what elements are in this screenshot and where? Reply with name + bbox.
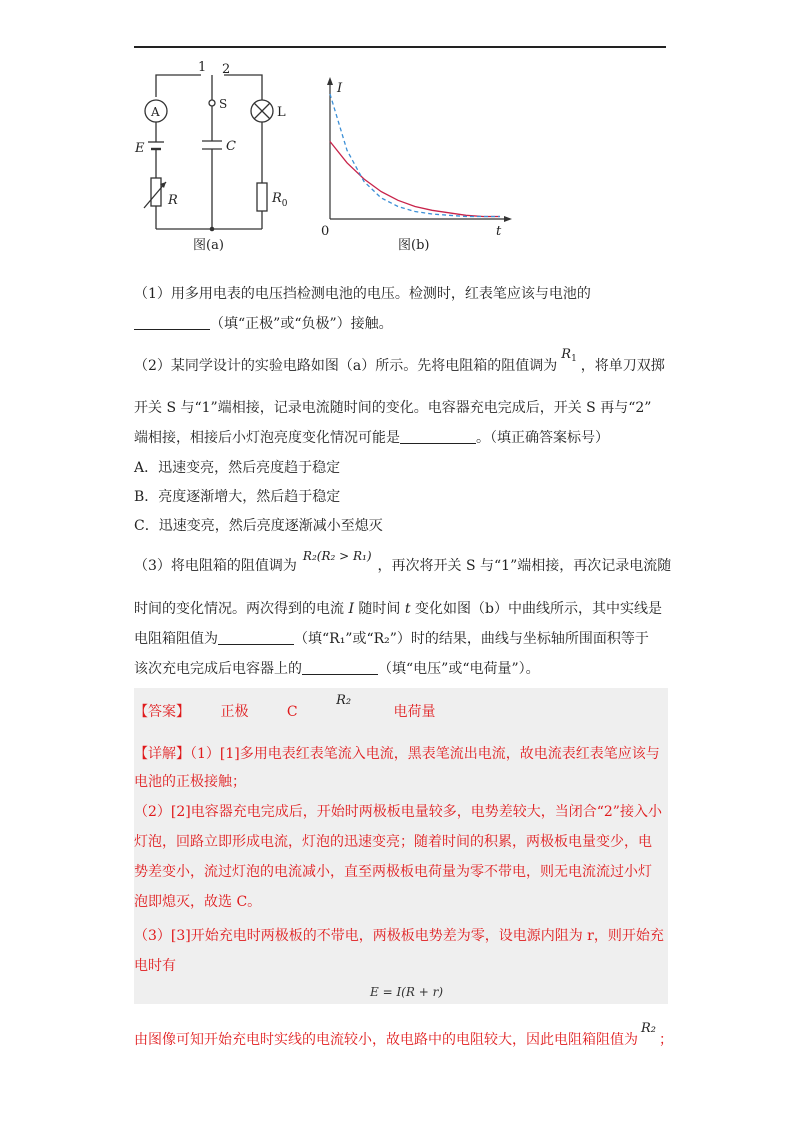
q3-line1-post: ，再次将开关 S 与“1”端相接，再次记录电流随 (377, 558, 672, 574)
explain-p2-line1: （2）[2]电容器充电完成后，开始时两极板电量较多，电势差较大，当闭合“2”接入小 (134, 804, 662, 820)
answer-3: R₂ (336, 693, 352, 708)
q2-option-c: C．迅速变亮，然后亮度逐渐减小至熄灭 (134, 518, 383, 534)
q3-line2: 时间的变化情况。两次得到的电流 I 随时间 t 变化如图（b）中曲线所示，其中实线是 (134, 601, 662, 617)
q1-line2 (134, 314, 674, 334)
q2-line1-pre: （2）某同学设计的实验电路如图（a）所示。先将电阻箱的阻值调为 (134, 358, 558, 374)
q3-line1 (134, 549, 674, 576)
explain-p2-line3: 势差变小，流过灯泡的电流减小，直至两极板电荷量为零不带电，则无电流流过小灯 (134, 864, 652, 880)
explain-p2-line2: 灯泡，回路立即形成电流，灯泡的迅速变亮；随着时间的积累，两极板电量变少，电 (134, 834, 652, 850)
explain-formula: E = I(R + r) (370, 985, 444, 999)
battery-label: E (135, 141, 145, 156)
solid-curve (330, 142, 500, 217)
explain-last-line: 由图像可知开始充电时实线的电流较小，故电路中的电阻较大，因此电阻箱阻值为R₂； (134, 1021, 673, 1048)
answer-2: C (286, 704, 298, 720)
r2-formula: R₂(R₂ > R₁) (302, 549, 372, 563)
terminal-2-label: 2 (222, 62, 231, 77)
origin-label: 0 (321, 224, 330, 239)
q2-line3 (134, 428, 674, 448)
x-axis-label: t (496, 224, 502, 239)
figure-a-caption: 图(a) (193, 238, 224, 253)
explain-tag: 【详解】 (134, 746, 190, 762)
ammeter-label: A (151, 105, 160, 119)
q2-line3-pre: 端相接，相接后小灯泡亮度变化情况可能是 (134, 430, 400, 446)
q2-line1 (134, 347, 674, 381)
switch-label: S (219, 97, 228, 111)
q3-line4: 该次充电完成后电容器上的 （填“电压”或“电荷量”）。 (134, 661, 540, 677)
q1-line2-text: （填“正极”或“负极”）接触。 (210, 316, 393, 332)
q1-line1: （1）用多用电表的电压挡检测电池的电压。检测时，红表笔应该与电池的 (134, 286, 591, 302)
q2-option-b: B．亮度逐渐增大，然后趋于稳定 (134, 489, 341, 505)
explain-p3-line2: 电时有 (134, 958, 176, 974)
q1-blank[interactable] (134, 315, 210, 330)
explain-p3-line1: （3）[3]开始充电时两极板的不带电，两极板电势差为零，设电源内阻为 r，则开始充 (134, 928, 664, 944)
r1-formula: $R_1$ (561, 347, 577, 364)
explain-p1-line1: 【详解】（1）[1]多用电表红表笔流入电流，黑表笔流出电流，故电流表红表笔应该与 (134, 746, 660, 762)
q2-line3-post: 。（填正确答案标号） (476, 430, 609, 446)
q2-option-a: A．迅速变亮，然后亮度趋于稳定 (134, 460, 341, 476)
top-rule (134, 46, 666, 48)
terminal-1-label: 1 (198, 60, 207, 75)
answer-4: 电荷量 (393, 704, 436, 720)
circuit-diagram (134, 56, 314, 256)
explain-last-r: R₂ (641, 1021, 656, 1036)
answer-line (134, 693, 674, 723)
explain-p1-line2: 电池的正极接触； (134, 774, 246, 790)
current-time-graph (315, 74, 515, 240)
figure-b-caption: 图(b) (398, 238, 430, 253)
answer-tag: 【答案】 (134, 704, 190, 720)
q2-blank[interactable] (400, 429, 476, 444)
q3-line1-pre: （3）将电阻箱的阻值调为 (134, 558, 297, 574)
explain-p2-line4: 泡即熄灭，故选 C。 (134, 894, 262, 910)
answer-1: 正极 (220, 704, 249, 720)
q2-line2: 开关 S 与“1”端相接，记录电流随时间的变化。电容器充电完成后，开关 S 再与“2” (134, 400, 652, 416)
rheostat-label: R (168, 193, 178, 208)
q3-line3: 电阻箱阻值为 （填“R₁”或“R₂”）时的结果，曲线与坐标轴所围面积等于 (134, 631, 649, 647)
dashed-curve (330, 94, 500, 217)
resistor-label: $R_0$ (272, 191, 288, 209)
lamp-label: L (277, 105, 286, 120)
q3-blank-1[interactable] (218, 630, 294, 645)
y-axis-label: I (337, 81, 343, 96)
q3-blank-2[interactable] (302, 660, 378, 675)
q2-line1-post: ，将单刀双掷 (580, 358, 665, 374)
capacitor-label: C (226, 139, 236, 154)
